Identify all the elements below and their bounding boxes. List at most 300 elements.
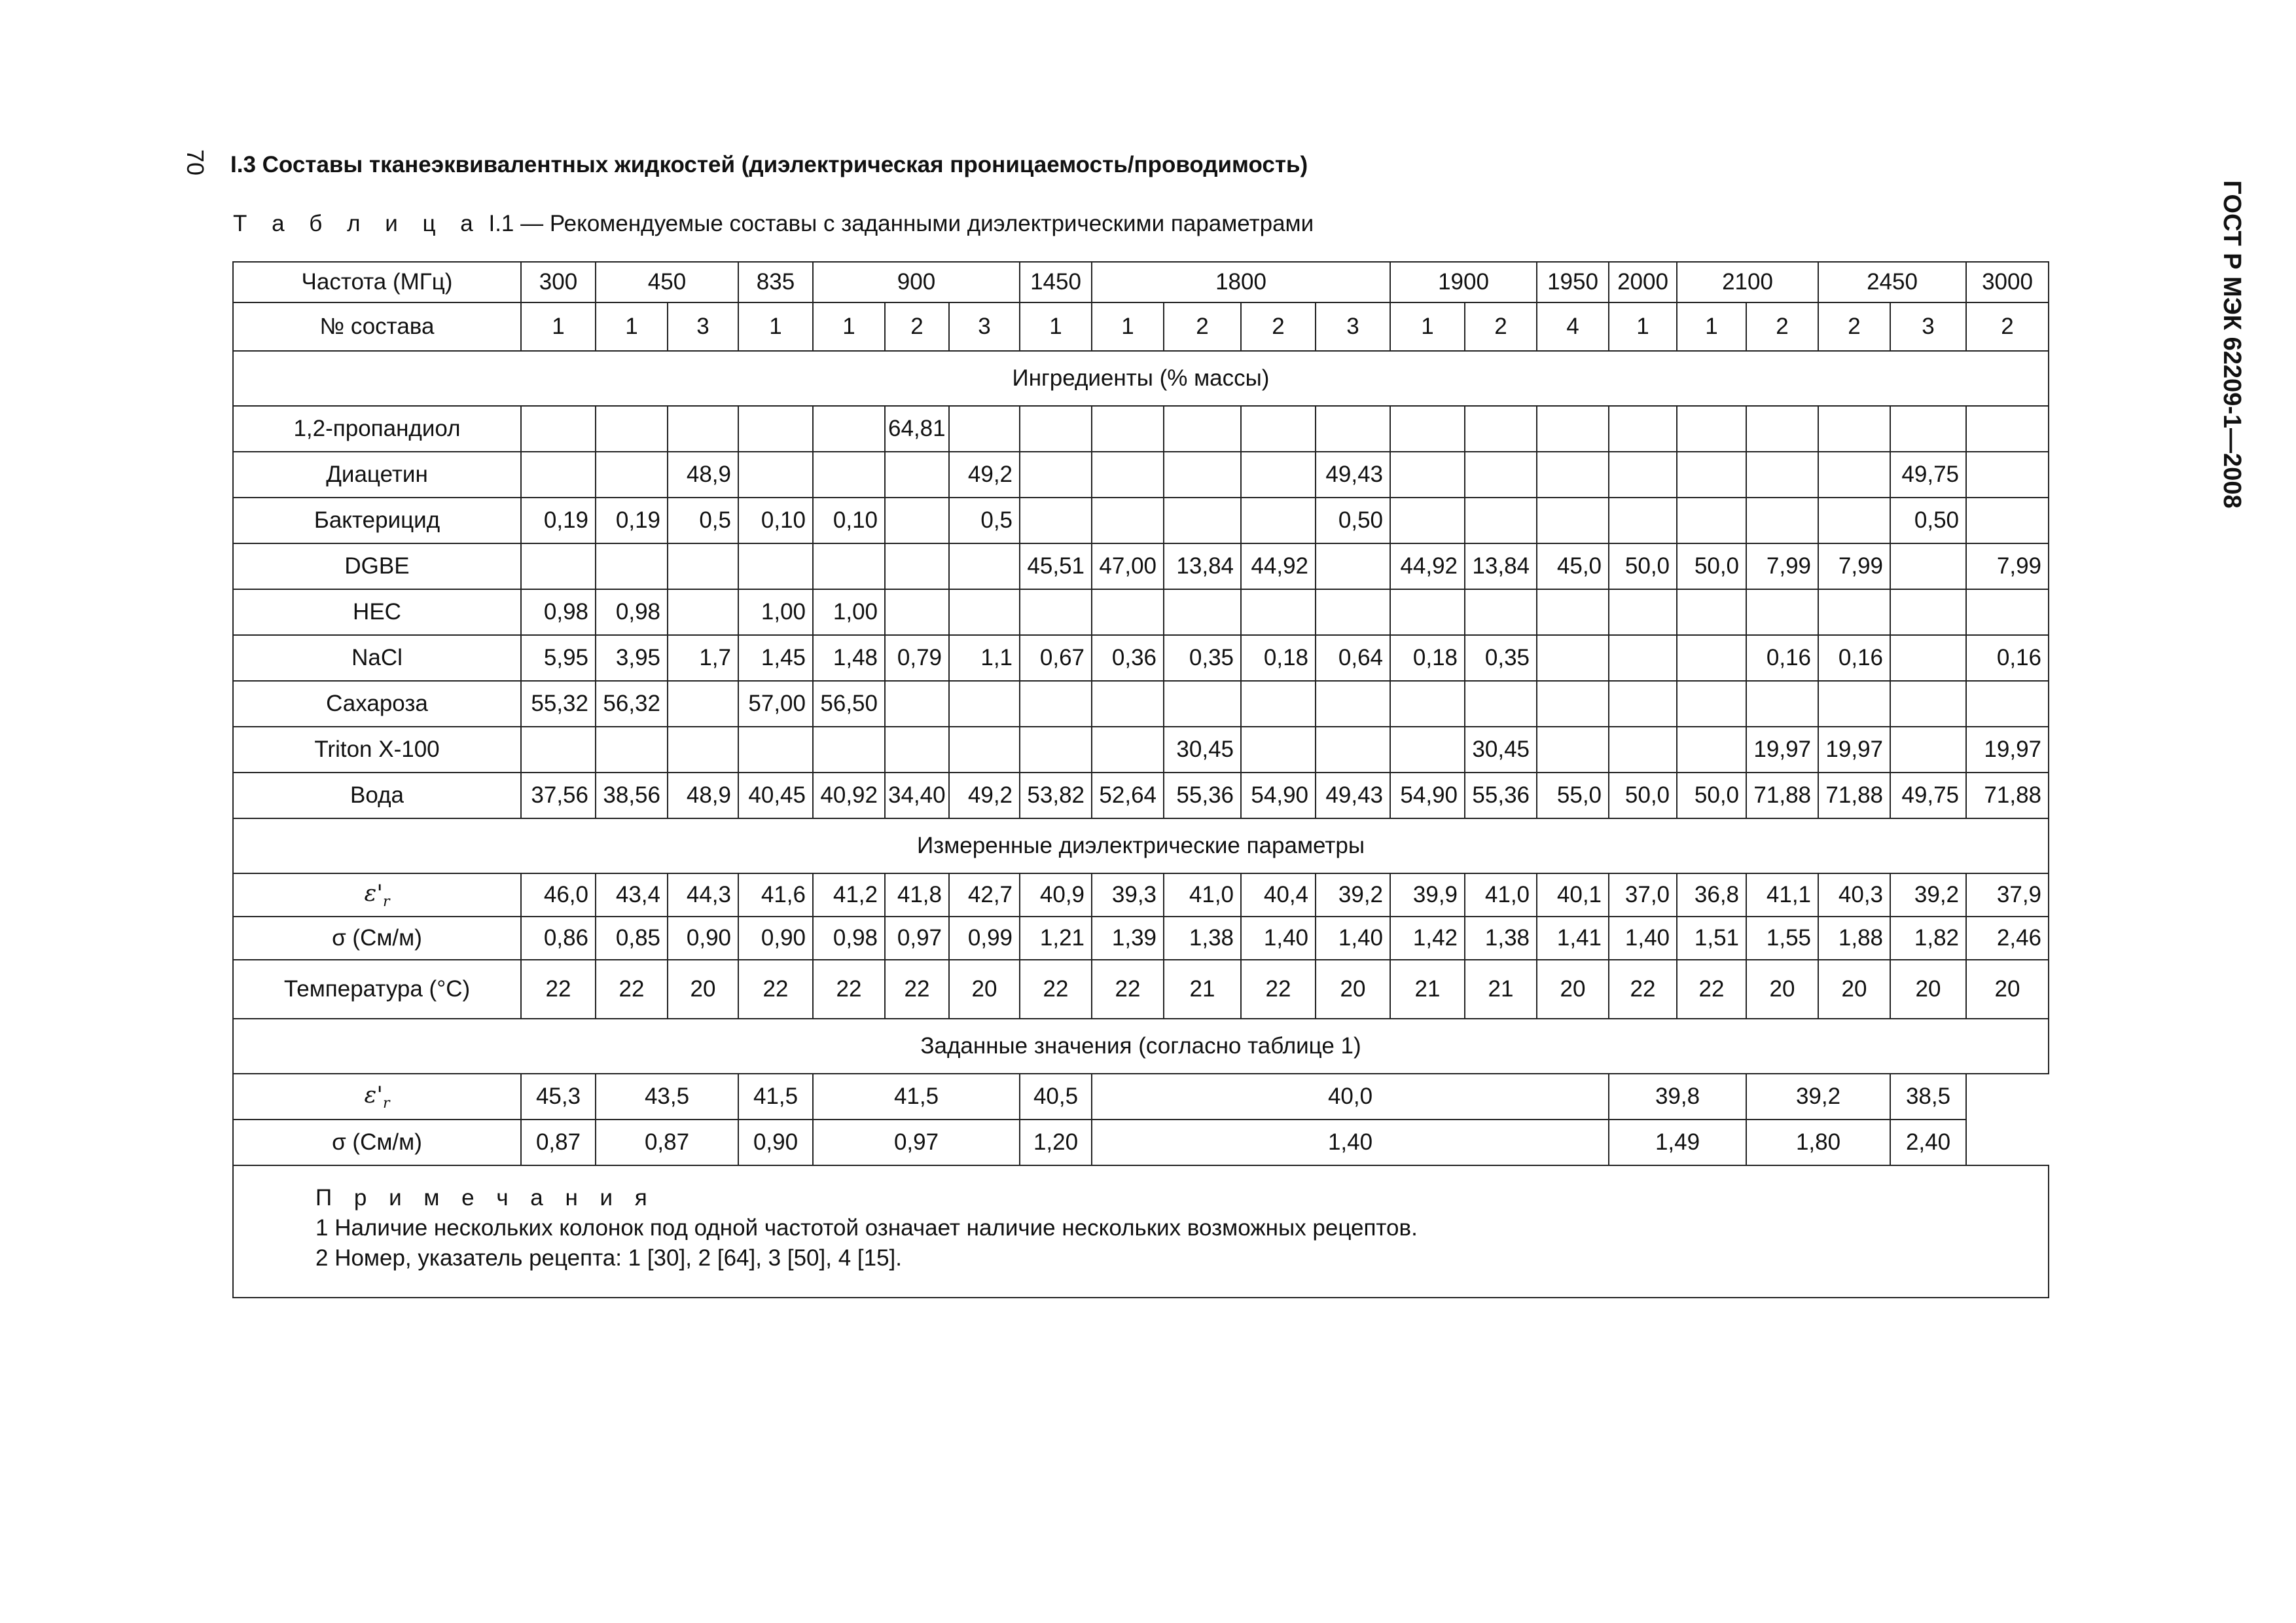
ingredient-value: 0,35 xyxy=(1164,635,1241,681)
composition-number-cell: 1 xyxy=(1390,302,1465,351)
ingredient-value: 1,1 xyxy=(949,635,1020,681)
target-sigma-value: 2,40 xyxy=(1890,1120,1966,1165)
ingredient-value xyxy=(1316,589,1390,635)
frequency-cell: 450 xyxy=(596,262,738,302)
notes-title: П р и м е ч а н и я xyxy=(315,1185,655,1211)
frequency-row xyxy=(233,262,2049,302)
ingredient-value xyxy=(738,406,813,452)
ingredient-value xyxy=(1677,635,1746,681)
temperature-value: 22 xyxy=(885,960,949,1019)
ingredient-value: 0,16 xyxy=(1966,635,2049,681)
ingredient-value: 49,2 xyxy=(949,773,1020,818)
ingredients-body xyxy=(233,406,2049,818)
ingredient-value xyxy=(1609,452,1677,498)
measured-eps-value: 40,1 xyxy=(1537,873,1609,917)
ingredient-value: 50,0 xyxy=(1677,773,1746,818)
temperature-value: 21 xyxy=(1465,960,1537,1019)
measured-eps-value: 40,4 xyxy=(1241,873,1316,917)
target-eps-value: 40,0 xyxy=(1092,1074,1609,1120)
ingredient-value xyxy=(1537,452,1609,498)
measured-sigma-value: 1,39 xyxy=(1092,917,1164,960)
composition-number-cell: 1 xyxy=(1020,302,1092,351)
ingredient-value xyxy=(1390,452,1465,498)
composition-table xyxy=(232,261,2049,1298)
ingredient-value xyxy=(1746,681,1818,727)
temperature-value: 22 xyxy=(1241,960,1316,1019)
ingredient-value xyxy=(668,406,738,452)
target-sigma-value: 0,97 xyxy=(813,1120,1020,1165)
temperature-value: 20 xyxy=(1537,960,1609,1019)
ingredient-value xyxy=(1164,406,1241,452)
measured-sigma-value: 1,55 xyxy=(1746,917,1818,960)
composition-number-cell: 2 xyxy=(885,302,949,351)
ingredient-value xyxy=(1092,498,1164,543)
ingredient-value: 38,56 xyxy=(596,773,668,818)
notes xyxy=(233,1165,2049,1298)
caption-prefix: Т а б л и ц а xyxy=(233,211,482,236)
ingredient-value xyxy=(1390,589,1465,635)
ingredient-value: 54,90 xyxy=(1390,773,1465,818)
temperature-value: 20 xyxy=(949,960,1020,1019)
composition-number-cell: 3 xyxy=(668,302,738,351)
ingredient-value xyxy=(1677,406,1746,452)
composition-label: № состава xyxy=(233,302,521,351)
composition-number-cell: 2 xyxy=(1164,302,1241,351)
ingredient-row xyxy=(233,773,2049,818)
ingredient-value: 30,45 xyxy=(1465,727,1537,773)
target-sigma-value: 1,20 xyxy=(1020,1120,1092,1165)
ingredient-value xyxy=(1390,681,1465,727)
target-sigma-value: 0,87 xyxy=(596,1120,738,1165)
temperature-value: 22 xyxy=(1020,960,1092,1019)
ingredient-value xyxy=(1746,589,1818,635)
ingredient-name: Диацетин xyxy=(233,452,521,498)
ingredient-row xyxy=(233,498,2049,543)
temperature-value: 22 xyxy=(596,960,668,1019)
temperature-value: 21 xyxy=(1390,960,1465,1019)
frequency-cell: 2450 xyxy=(1818,262,1966,302)
ingredient-value xyxy=(1092,727,1164,773)
measured-sigma-value: 1,38 xyxy=(1164,917,1241,960)
target-body xyxy=(233,1019,2049,1298)
ingredient-name: HEC xyxy=(233,589,521,635)
ingredient-value xyxy=(1465,589,1537,635)
measured-eps-value: 41,8 xyxy=(885,873,949,917)
ingredient-value: 1,00 xyxy=(738,589,813,635)
ingredient-value: 44,92 xyxy=(1241,543,1316,589)
ingredient-value xyxy=(1020,406,1092,452)
ingredient-value: 0,18 xyxy=(1390,635,1465,681)
ingredient-value xyxy=(949,681,1020,727)
measured-eps-label xyxy=(233,873,521,917)
ingredient-value xyxy=(1609,681,1677,727)
ingredient-value xyxy=(1537,498,1609,543)
ingredient-value xyxy=(1465,498,1537,543)
ingredient-value xyxy=(1164,589,1241,635)
ingredient-value: 1,45 xyxy=(738,635,813,681)
ingredient-value: 55,0 xyxy=(1537,773,1609,818)
ingredient-value xyxy=(1609,406,1677,452)
ingredient-value xyxy=(813,543,885,589)
ingredient-value xyxy=(521,543,596,589)
temperature-value: 22 xyxy=(813,960,885,1019)
ingredient-value: 0,5 xyxy=(949,498,1020,543)
composition-number-cell: 1 xyxy=(521,302,596,351)
measured-eps-value: 41,1 xyxy=(1746,873,1818,917)
frequency-cell: 2000 xyxy=(1609,262,1677,302)
ingredient-value xyxy=(1966,498,2049,543)
ingredient-value xyxy=(885,589,949,635)
ingredient-value: 53,82 xyxy=(1020,773,1092,818)
temperature-value: 20 xyxy=(1746,960,1818,1019)
ingredient-value: 0,64 xyxy=(1316,635,1390,681)
measured-header: Измеренные диэлектрические параметры xyxy=(233,818,2049,873)
temperature-label: Температура (°C) xyxy=(233,960,521,1019)
measured-eps-value: 40,9 xyxy=(1020,873,1092,917)
measured-sigma-value: 0,86 xyxy=(521,917,596,960)
note-1: 1 Наличие нескольких колонок под одной частотой означает наличие нескольких возможных рецептов. xyxy=(315,1215,1418,1241)
ingredient-value xyxy=(1677,681,1746,727)
target-eps-value: 39,8 xyxy=(1609,1074,1746,1120)
measured-sigma-value: 0,90 xyxy=(668,917,738,960)
ingredient-value xyxy=(1390,406,1465,452)
ingredient-value xyxy=(1241,452,1316,498)
composition-number-cell: 1 xyxy=(1609,302,1677,351)
ingredient-value xyxy=(1966,452,2049,498)
target-eps-value: 43,5 xyxy=(596,1074,738,1120)
ingredient-value xyxy=(1020,452,1092,498)
ingredient-value xyxy=(1609,635,1677,681)
ingredient-value xyxy=(1316,727,1390,773)
ingredient-value xyxy=(1677,727,1746,773)
ingredient-value: 40,92 xyxy=(813,773,885,818)
ingredient-value xyxy=(1966,681,2049,727)
ingredient-value: 64,81 xyxy=(885,406,949,452)
ingredient-row xyxy=(233,727,2049,773)
composition-number-cell: 2 xyxy=(1966,302,2049,351)
ingredient-value xyxy=(813,727,885,773)
epsilon-symbol: $\varepsilon'_r$ xyxy=(364,1082,390,1112)
frequency-cell: 1950 xyxy=(1537,262,1609,302)
ingredient-value xyxy=(1316,543,1390,589)
measured-eps-value: 41,0 xyxy=(1465,873,1537,917)
ingredient-value xyxy=(1465,681,1537,727)
temperature-value: 22 xyxy=(738,960,813,1019)
ingredient-value: 56,32 xyxy=(596,681,668,727)
temperature-value: 22 xyxy=(1092,960,1164,1019)
ingredient-value: 19,97 xyxy=(1966,727,2049,773)
ingredient-value: 13,84 xyxy=(1465,543,1537,589)
composition-number-cell: 1 xyxy=(1092,302,1164,351)
composition-number-cell: 2 xyxy=(1241,302,1316,351)
measured-eps-value: 39,2 xyxy=(1316,873,1390,917)
measured-sigma-value: 1,88 xyxy=(1818,917,1890,960)
measured-eps-value: 39,2 xyxy=(1890,873,1966,917)
ingredient-value xyxy=(1537,727,1609,773)
ingredient-value: 48,9 xyxy=(668,773,738,818)
target-sigma-value: 0,87 xyxy=(521,1120,596,1165)
ingredient-value xyxy=(1164,498,1241,543)
notes-row xyxy=(233,1165,2049,1298)
measured-sigma-value: 1,38 xyxy=(1465,917,1537,960)
ingredient-value: 0,67 xyxy=(1020,635,1092,681)
temperature-value: 20 xyxy=(668,960,738,1019)
ingredient-value: 7,99 xyxy=(1818,543,1890,589)
measured-sigma-label: σ (См/м) xyxy=(233,917,521,960)
ingredient-value: 0,5 xyxy=(668,498,738,543)
target-eps-value: 39,2 xyxy=(1746,1074,1890,1120)
ingredient-value xyxy=(1890,543,1966,589)
ingredient-value xyxy=(738,452,813,498)
composition-number-cell: 1 xyxy=(738,302,813,351)
measured-sigma-value: 0,99 xyxy=(949,917,1020,960)
ingredient-value: 19,97 xyxy=(1818,727,1890,773)
target-sigma-row xyxy=(233,1120,2049,1165)
ingredient-value xyxy=(596,406,668,452)
measured-sigma-value: 0,97 xyxy=(885,917,949,960)
ingredient-value xyxy=(1241,406,1316,452)
measured-eps-value: 39,9 xyxy=(1390,873,1465,917)
frequency-cell: 300 xyxy=(521,262,596,302)
ingredient-value xyxy=(1818,452,1890,498)
measured-sigma-value: 1,51 xyxy=(1677,917,1746,960)
temperature-row xyxy=(233,960,2049,1019)
measured-sigma-value: 1,42 xyxy=(1390,917,1465,960)
ingredient-value xyxy=(1241,727,1316,773)
ingredient-value xyxy=(1092,406,1164,452)
ingredient-name: Triton X-100 xyxy=(233,727,521,773)
ingredient-value xyxy=(1537,589,1609,635)
measured-sigma-value: 1,40 xyxy=(1316,917,1390,960)
ingredient-value: 71,88 xyxy=(1746,773,1818,818)
temperature-value: 22 xyxy=(1609,960,1677,1019)
ingredient-value xyxy=(1390,727,1465,773)
ingredient-value xyxy=(1020,498,1092,543)
composition-number-cell: 2 xyxy=(1465,302,1537,351)
frequency-cell: 1450 xyxy=(1020,262,1092,302)
ingredient-name: NaCl xyxy=(233,635,521,681)
composition-number-cell: 1 xyxy=(596,302,668,351)
ingredient-value xyxy=(1020,589,1092,635)
ingredient-value xyxy=(949,543,1020,589)
ingredient-value xyxy=(1890,681,1966,727)
ingredient-name: Сахароза xyxy=(233,681,521,727)
target-sigma-value: 1,80 xyxy=(1746,1120,1890,1165)
measured-eps-value: 40,3 xyxy=(1818,873,1890,917)
ingredient-value xyxy=(1677,589,1746,635)
ingredient-value xyxy=(1537,406,1609,452)
ingredient-value xyxy=(596,543,668,589)
ingredient-value: 55,36 xyxy=(1164,773,1241,818)
frequency-cell: 1900 xyxy=(1390,262,1537,302)
target-sigma-value: 0,90 xyxy=(738,1120,813,1165)
composition-number-cell: 4 xyxy=(1537,302,1609,351)
ingredient-value: 1,7 xyxy=(668,635,738,681)
temperature-value: 20 xyxy=(1966,960,2049,1019)
ingredient-value xyxy=(1092,681,1164,727)
ingredient-value xyxy=(1020,727,1092,773)
ingredient-value xyxy=(668,727,738,773)
ingredient-value xyxy=(1677,452,1746,498)
target-eps-value: 40,5 xyxy=(1020,1074,1092,1120)
target-sigma-value: 1,49 xyxy=(1609,1120,1746,1165)
ingredient-value: 54,90 xyxy=(1241,773,1316,818)
target-eps-value: 38,5 xyxy=(1890,1074,1966,1120)
composition-number-cell: 2 xyxy=(1746,302,1818,351)
ingredient-value xyxy=(885,498,949,543)
ingredient-value xyxy=(1241,681,1316,727)
ingredient-value xyxy=(1746,498,1818,543)
ingredient-value: 19,97 xyxy=(1746,727,1818,773)
note-2: 2 Номер, указатель рецепта: 1 [30], 2 [64], 3 [50], 4 [15]. xyxy=(315,1245,902,1271)
composition-number-cell: 1 xyxy=(813,302,885,351)
ingredient-value xyxy=(813,406,885,452)
target-header: Заданные значения (согласно таблице 1) xyxy=(233,1019,2049,1074)
measured-sigma-value: 0,85 xyxy=(596,917,668,960)
ingredient-value: 34,40 xyxy=(885,773,949,818)
ingredient-value: 7,99 xyxy=(1966,543,2049,589)
ingredient-value: 49,43 xyxy=(1316,452,1390,498)
ingredient-value xyxy=(596,727,668,773)
ingredient-row xyxy=(233,635,2049,681)
ingredient-value: 55,36 xyxy=(1465,773,1537,818)
ingredient-name: Вода xyxy=(233,773,521,818)
ingredients-header: Ингредиенты (% массы) xyxy=(233,351,2049,406)
ingredient-value xyxy=(738,543,813,589)
ingredient-value: 0,10 xyxy=(738,498,813,543)
ingredient-name: 1,2-пропандиол xyxy=(233,406,521,452)
target-eps-value: 45,3 xyxy=(521,1074,596,1120)
ingredient-value: 56,50 xyxy=(813,681,885,727)
frequency-cell: 900 xyxy=(813,262,1020,302)
ingredient-value: 0,10 xyxy=(813,498,885,543)
ingredient-value: 45,0 xyxy=(1537,543,1609,589)
section-heading: I.3 Составы тканеэквивалентных жидкостей (диэлектрическая проницаемость/проводимость) xyxy=(230,152,1308,177)
measured-sigma-value: 2,46 xyxy=(1966,917,2049,960)
caption-id: I.1 xyxy=(488,211,514,236)
ingredient-value: 0,19 xyxy=(596,498,668,543)
ingredient-value: 57,00 xyxy=(738,681,813,727)
ingredient-value xyxy=(1890,727,1966,773)
ingredient-value: 71,88 xyxy=(1818,773,1890,818)
measured-eps-value: 46,0 xyxy=(521,873,596,917)
ingredient-value xyxy=(1092,452,1164,498)
measured-eps-value: 37,9 xyxy=(1966,873,2049,917)
measured-sigma-value: 1,40 xyxy=(1609,917,1677,960)
frequency-label: Частота (МГц) xyxy=(233,262,521,302)
ingredient-value xyxy=(1746,452,1818,498)
measured-sigma-value: 1,21 xyxy=(1020,917,1092,960)
ingredient-value xyxy=(1609,727,1677,773)
ingredient-value: 40,45 xyxy=(738,773,813,818)
ingredient-value xyxy=(1966,589,2049,635)
ingredient-value: 0,18 xyxy=(1241,635,1316,681)
measured-sigma-value: 1,40 xyxy=(1241,917,1316,960)
ingredient-value: 30,45 xyxy=(1164,727,1241,773)
composition-number-cell: 3 xyxy=(949,302,1020,351)
measured-eps-value: 36,8 xyxy=(1677,873,1746,917)
ingredient-value xyxy=(885,727,949,773)
composition-number-cell: 1 xyxy=(1677,302,1746,351)
frequency-cell: 1800 xyxy=(1092,262,1390,302)
ingredient-value xyxy=(1609,498,1677,543)
epsilon-subscript: r xyxy=(382,893,390,910)
ingredient-value: 0,79 xyxy=(885,635,949,681)
ingredient-value: 3,95 xyxy=(596,635,668,681)
ingredient-value xyxy=(668,589,738,635)
ingredient-value xyxy=(1316,681,1390,727)
ingredient-value xyxy=(1390,498,1465,543)
measured-eps-row xyxy=(233,873,2049,917)
temperature-value: 21 xyxy=(1164,960,1241,1019)
ingredient-value xyxy=(1818,406,1890,452)
ingredient-value xyxy=(521,727,596,773)
frequency-cell: 2100 xyxy=(1677,262,1818,302)
ingredient-value: 49,75 xyxy=(1890,773,1966,818)
ingredient-value xyxy=(1890,406,1966,452)
ingredient-value: 71,88 xyxy=(1966,773,2049,818)
ingredient-value: 0,98 xyxy=(521,589,596,635)
standard-title: ГОСТ Р МЭК 62209-1—2008 xyxy=(2218,180,2246,509)
composition-number-cell: 2 xyxy=(1818,302,1890,351)
ingredient-row xyxy=(233,589,2049,635)
ingredient-value xyxy=(885,452,949,498)
ingredient-value xyxy=(596,452,668,498)
ingredient-value: 50,0 xyxy=(1677,543,1746,589)
ingredient-value xyxy=(1818,681,1890,727)
ingredient-value: 7,99 xyxy=(1746,543,1818,589)
target-eps-value: 41,5 xyxy=(738,1074,813,1120)
ingredient-value: 1,48 xyxy=(813,635,885,681)
temperature-value: 20 xyxy=(1316,960,1390,1019)
ingredient-value xyxy=(885,681,949,727)
measured-sigma-row xyxy=(233,917,2049,960)
measured-eps-value: 37,0 xyxy=(1609,873,1677,917)
ingredient-row xyxy=(233,681,2049,727)
ingredient-value xyxy=(1746,406,1818,452)
ingredient-value xyxy=(1241,498,1316,543)
ingredient-value: 49,2 xyxy=(949,452,1020,498)
ingredient-value xyxy=(1677,498,1746,543)
composition-number-cell: 3 xyxy=(1890,302,1966,351)
ingredient-value: 52,64 xyxy=(1092,773,1164,818)
ingredient-value xyxy=(521,452,596,498)
measured-eps-value: 43,4 xyxy=(596,873,668,917)
ingredient-value xyxy=(1164,452,1241,498)
target-sigma-label: σ (См/м) xyxy=(233,1120,521,1165)
ingredient-name: Бактерицид xyxy=(233,498,521,543)
ingredient-value: 0,35 xyxy=(1465,635,1537,681)
ingredient-value xyxy=(1537,635,1609,681)
ingredient-value xyxy=(1890,635,1966,681)
ingredient-value xyxy=(949,727,1020,773)
ingredient-value: 50,0 xyxy=(1609,773,1677,818)
ingredient-value: 48,9 xyxy=(668,452,738,498)
target-sigma-value: 1,40 xyxy=(1092,1120,1609,1165)
ingredient-value xyxy=(1020,681,1092,727)
ingredient-value xyxy=(1966,406,2049,452)
ingredient-value xyxy=(1465,452,1537,498)
ingredient-value xyxy=(738,727,813,773)
ingredient-value: 0,50 xyxy=(1890,498,1966,543)
measured-sigma-value: 0,98 xyxy=(813,917,885,960)
ingredient-value xyxy=(521,406,596,452)
ingredient-value xyxy=(1890,589,1966,635)
measured-sigma-value: 1,41 xyxy=(1537,917,1609,960)
target-eps-row xyxy=(233,1074,2049,1120)
measured-body xyxy=(233,818,2049,1019)
ingredient-value xyxy=(1465,406,1537,452)
